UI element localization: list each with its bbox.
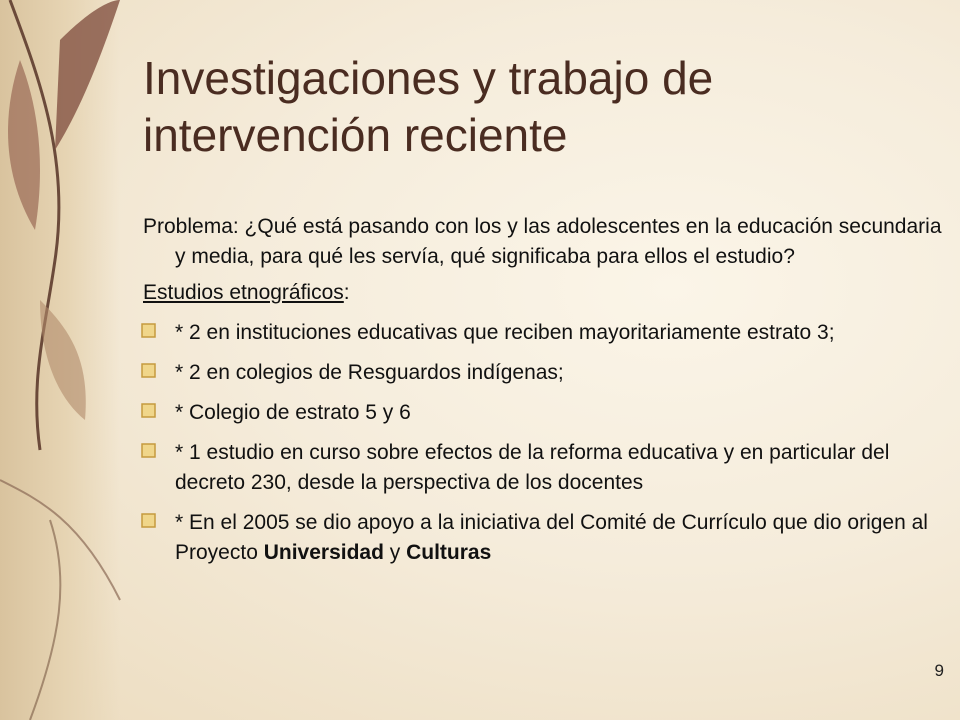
slide-title: Investigaciones y trabajo de intervención reciente bbox=[143, 52, 714, 161]
problem-statement: Problema: ¿Qué está pasando con los y las adolescentes en la educación secundaria y media, para qué les servía, qué significaba para ellos el estudio? bbox=[143, 215, 942, 268]
bullet-text bbox=[175, 511, 928, 564]
studies-colon: : bbox=[343, 281, 350, 304]
bullet-item bbox=[143, 438, 943, 498]
square-bullet-icon bbox=[141, 443, 156, 458]
square-bullet-icon bbox=[141, 363, 156, 378]
bullet-text: * 1 estudio en curso sobre efectos de la reforma educativa y en particular del decreto 230, desde la perspectiva de los docentes bbox=[175, 441, 890, 494]
square-bullet-icon bbox=[141, 513, 156, 528]
bullet-text: * 2 en instituciones educativas que reciben mayoritariamente estrato 3; bbox=[175, 321, 835, 344]
studies-heading bbox=[143, 278, 943, 308]
square-bullet-icon bbox=[141, 403, 156, 418]
slide-body bbox=[143, 212, 943, 578]
bullet-item bbox=[143, 508, 943, 568]
page-number: 9 bbox=[934, 661, 944, 680]
bullet-text-before: * En el 2005 se dio apoyo a la iniciativa del Comité de Currículo que dio origen al Proyecto bbox=[175, 511, 928, 564]
project-name-connector: y bbox=[383, 541, 407, 564]
bullet-item bbox=[143, 318, 943, 348]
square-bullet-icon bbox=[141, 323, 156, 338]
bullet-text: * 2 en colegios de Resguardos indígenas; bbox=[175, 361, 564, 384]
bullet-item bbox=[143, 358, 943, 388]
leaf-illustration-icon bbox=[0, 0, 140, 720]
studies-label: Estudios etnográficos bbox=[143, 281, 344, 304]
bullet-item bbox=[143, 398, 943, 428]
project-name-part-1: Universidad bbox=[263, 541, 384, 564]
bullet-text: * Colegio de estrato 5 y 6 bbox=[175, 401, 411, 424]
project-name-part-2: Culturas bbox=[406, 541, 492, 564]
